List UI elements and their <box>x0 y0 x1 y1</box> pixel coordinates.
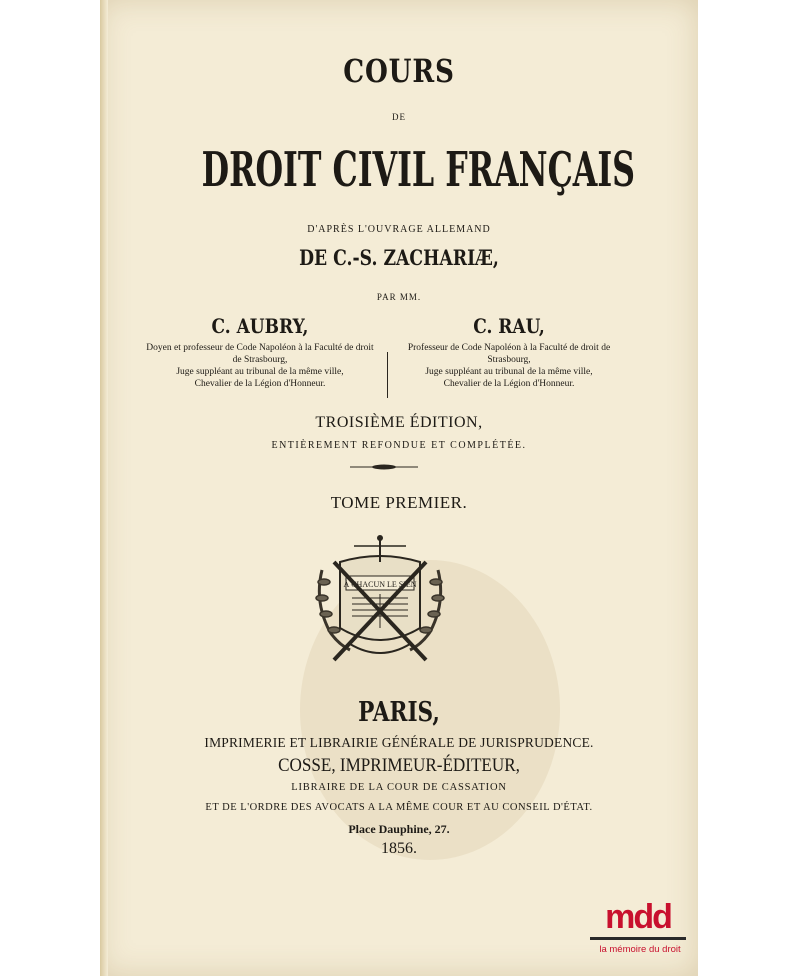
author-name: C. AUBRY, <box>211 314 309 338</box>
author-description: Professeur de Code Napoléon à la Faculté de droit de Strasbourg, Juge suppléant au tribunal de la même ville, Chevalier de la Légion d'Honneur. <box>407 343 611 389</box>
author-name: C. RAU, <box>473 314 545 338</box>
author-rau <box>398 314 620 390</box>
author-description: Doyen et professeur de Code Napoléon à la Faculté de droit de Strasbourg, Juge suppléant au tribunal de la même ville, Chevalier de la Légion d'Honneur. <box>146 343 374 389</box>
title-cours: COURS <box>343 52 455 90</box>
mdd-logo: mdd <box>605 898 671 936</box>
publisher-ordre: ET DE L'ORDRE DES AVOCATS A LA MÊME COUR ET AU CONSEIL D'ÉTAT. <box>205 802 593 813</box>
vignette-emblem-icon <box>310 532 450 670</box>
subtitle-apres: D'APRÈS L'OUVRAGE ALLEMAND <box>307 224 491 235</box>
publisher-city: PARIS, <box>358 697 440 728</box>
edition-note: ENTIÈREMENT REFONDUE ET COMPLÉTÉE. <box>271 440 527 451</box>
edition: TROISIÈME ÉDITION, <box>315 414 483 431</box>
publisher-address: Place Dauphine, 27. <box>348 822 450 836</box>
tome: TOME PREMIER. <box>330 493 468 512</box>
publisher-libraire: LIBRAIRE DE LA COUR DE CASSATION <box>291 782 507 793</box>
title-de: DE <box>392 112 406 122</box>
author-aubry <box>138 314 382 390</box>
ornament-rule-icon <box>350 463 418 471</box>
logo-bar <box>590 937 686 940</box>
publisher-name: COSSE, IMPRIMEUR-ÉDITEUR, <box>278 755 520 776</box>
publication-year: 1856. <box>381 840 417 857</box>
par-mm: PAR MM. <box>376 292 422 302</box>
publisher-imprimerie: IMPRIMERIE ET LIBRAIRIE GÉNÉRALE DE JURISPRUDENCE. <box>204 735 594 750</box>
author-divider <box>387 352 388 398</box>
main-title: DROIT CIVIL FRANÇAIS <box>201 142 636 198</box>
vignette-motto: À CHACUN LE SIEN <box>343 580 417 589</box>
logo-tagline: la mémoire du droit <box>599 944 681 955</box>
original-author: DE C.-S. ZACHARIÆ, <box>299 245 499 270</box>
